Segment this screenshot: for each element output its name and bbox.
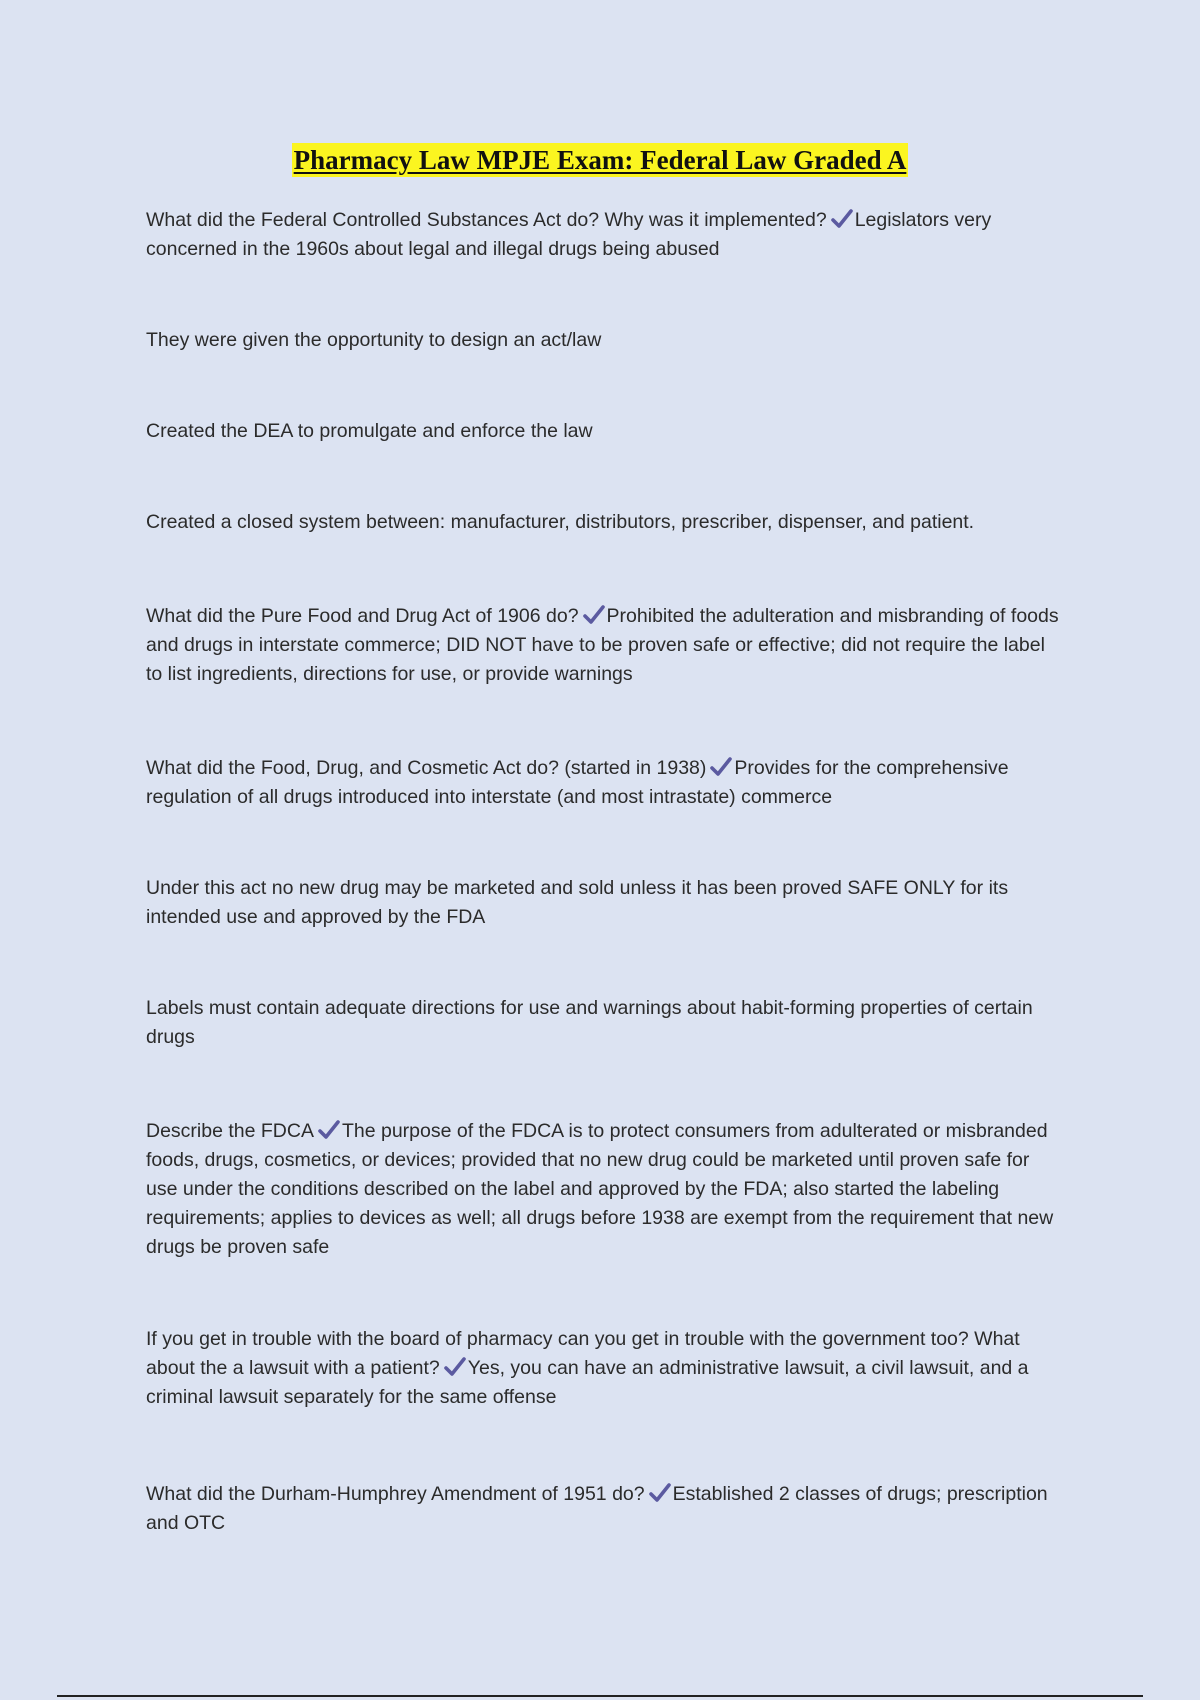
question-text: What did the Pure Food and Drug Act of 1906 do? (146, 605, 579, 627)
question-text: If you get in trouble with the board of pharmacy can you get in trouble with the government too? What about the a lawsuit with a patient? (146, 1328, 1020, 1379)
answer-text: Yes, you can have an administrative lawsuit, a civil lawsuit, and a criminal lawsuit separately for the same offense (146, 1357, 1029, 1408)
checkmark-icon (831, 209, 853, 229)
qa-entry (146, 754, 1061, 812)
qa-entry (146, 1325, 1061, 1412)
answer-text: Established 2 classes of drugs; prescription and OTC (146, 1483, 1048, 1534)
paragraph-text: Created a closed system between: manufacturer, distributors, prescriber, dispenser, and patient. (146, 511, 975, 533)
answer-text: Prohibited the adulteration and misbranding of foods and drugs in interstate commerce; DID NOT have to be proven safe or effective; did not require the label to list ingredients, directions for use, or provide warnings (146, 605, 1059, 685)
question-text: What did the Food, Drug, and Cosmetic Act do? (started in 1938) (146, 757, 707, 779)
paragraph-text: Created the DEA to promulgate and enforce the law (146, 420, 593, 442)
title-container (0, 143, 1200, 177)
text-entry (146, 417, 1061, 446)
checkmark-icon (444, 1357, 466, 1377)
text-entry (146, 508, 1061, 537)
paragraph-text: Under this act no new drug may be marketed and sold unless it has been proved SAFE ONLY for its intended use and approved by the FDA (146, 877, 1009, 928)
qa-entry (146, 602, 1061, 689)
checkmark-icon (710, 757, 732, 777)
paragraph-text: Labels must contain adequate directions for use and warnings about habit-forming properties of certain drugs (146, 997, 1033, 1048)
answer-text: Provides for the comprehensive regulation of all drugs introduced into interstate (and most intrastate) commerce (146, 757, 1009, 808)
question-text: What did the Federal Controlled Substances Act do? Why was it implemented? (146, 209, 827, 231)
text-entry (146, 874, 1061, 932)
document-title: Pharmacy Law MPJE Exam: Federal Law Graded A (293, 145, 907, 175)
paragraph-text: They were given the opportunity to design an act/law (146, 329, 602, 351)
checkmark-icon (583, 605, 605, 625)
question-text: What did the Durham-Humphrey Amendment of 1951 do? (146, 1483, 645, 1505)
page-bottom-rule (57, 1695, 1143, 1697)
qa-entry (146, 1117, 1061, 1262)
text-entry (146, 994, 1061, 1052)
question-text: Describe the FDCA (146, 1120, 314, 1142)
checkmark-icon (649, 1483, 671, 1503)
text-entry (146, 326, 1061, 355)
qa-entry (146, 206, 1061, 264)
qa-entry (146, 1480, 1061, 1538)
answer-text: Legislators very concerned in the 1960s about legal and illegal drugs being abused (146, 209, 992, 260)
answer-text: The purpose of the FDCA is to protect consumers from adulterated or misbranded foods, drugs, cosmetics, or devices; provided that no new drug could be marketed until proven safe for use under the conditions described on the label and approved by the FDA; also started the labeling requirements; applies to devices as well; all drugs before 1938 are exempt from the requirement that new drugs be proven safe (146, 1120, 1054, 1258)
checkmark-icon (318, 1120, 340, 1140)
